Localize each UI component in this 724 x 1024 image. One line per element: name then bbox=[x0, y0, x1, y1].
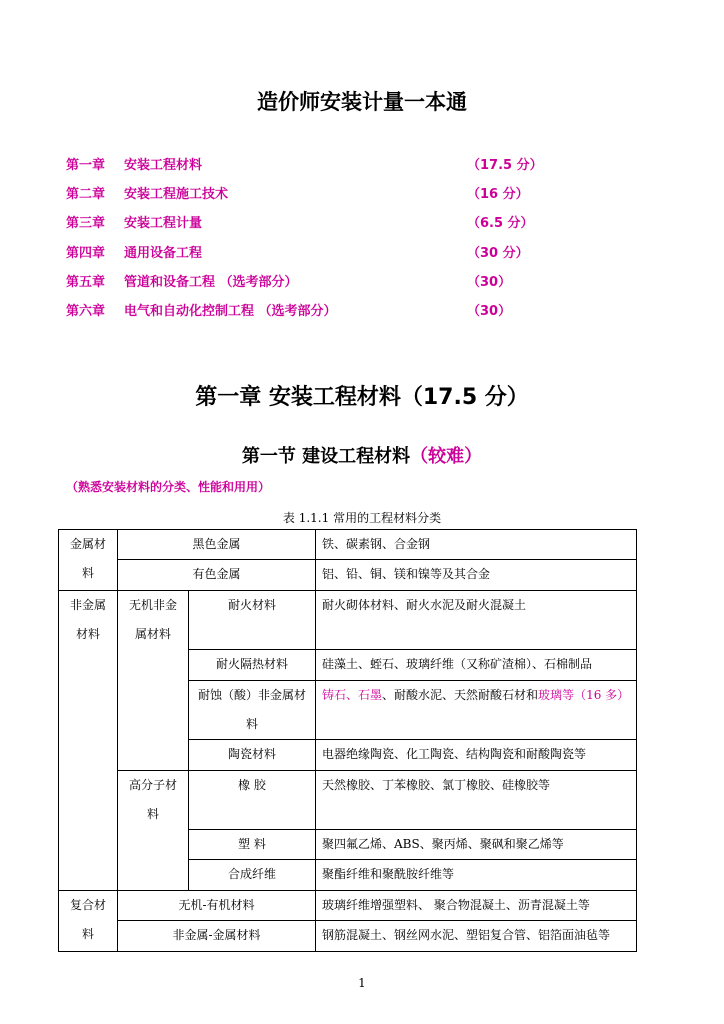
toc-item bbox=[66, 212, 666, 241]
highlighted-examples: 铸石、石墨 bbox=[322, 687, 383, 702]
toc-chapter: 第三章 bbox=[66, 216, 106, 232]
group-cell-continued bbox=[118, 680, 189, 740]
category-cell: 金属材料 bbox=[59, 530, 118, 591]
toc-item bbox=[66, 183, 666, 212]
table-row bbox=[59, 921, 637, 951]
table-row bbox=[59, 890, 637, 920]
page-number: 1 bbox=[358, 976, 366, 990]
toc-name: 电气和自动化控制工程 （选考部分） bbox=[124, 303, 337, 319]
toc-chapter: 第一章 bbox=[66, 158, 106, 173]
type-cell: 陶瓷材料 bbox=[189, 740, 316, 770]
highlighted-note: 等（16 多） bbox=[562, 687, 630, 702]
toc-score: （17.5 分） bbox=[467, 158, 543, 173]
toc-item bbox=[66, 242, 666, 271]
table-row bbox=[59, 530, 637, 560]
table-row bbox=[59, 590, 637, 649]
section-title: 第一节 建设工程材料 bbox=[241, 446, 411, 467]
toc-item bbox=[66, 271, 666, 300]
category-cell: 非金属材料 bbox=[59, 590, 118, 890]
toc-score: （30） bbox=[467, 274, 512, 290]
table-row bbox=[59, 740, 637, 770]
group-cell-continued bbox=[118, 830, 189, 860]
table-of-contents bbox=[66, 154, 666, 329]
type-cell: 合成纤维 bbox=[189, 860, 316, 890]
table-row bbox=[59, 830, 637, 860]
examples-cell: 铁、碳素钢、合金钢 bbox=[316, 530, 637, 560]
subcategory-cell: 有色金属 bbox=[118, 560, 316, 590]
toc-item bbox=[66, 154, 666, 183]
toc-score: （16 分） bbox=[467, 187, 529, 203]
subcategory-cell: 无机-有机材料 bbox=[118, 890, 316, 920]
examples-cell: 钢筋混凝土、钢丝网水泥、塑铝复合管、铝箔面油毡等 bbox=[316, 921, 637, 951]
group-cell: 高分子材料 bbox=[118, 770, 189, 829]
table-row bbox=[59, 680, 637, 740]
category-cell: 复合材料 bbox=[59, 890, 118, 951]
examples-cell: 铝、铅、铜、镁和镍等及其合金 bbox=[316, 560, 637, 590]
table-row bbox=[59, 860, 637, 890]
table-row bbox=[59, 770, 637, 829]
difficulty-label: （较难） bbox=[410, 446, 483, 467]
chapter-heading: 第一章 安装工程材料（17.5 分） bbox=[195, 385, 529, 410]
highlighted-examples: 玻璃 bbox=[538, 687, 563, 702]
type-cell: 塑 料 bbox=[189, 830, 316, 860]
examples-cell: 硅藻土、蛭石、玻璃纤维（又称矿渣棉）、石棉制品 bbox=[316, 650, 637, 680]
type-cell: 耐火材料 bbox=[189, 590, 316, 649]
group-cell: 无机非金属材料 bbox=[118, 590, 189, 649]
group-cell-continued bbox=[118, 860, 189, 890]
type-cell: 耐火隔热材料 bbox=[189, 650, 316, 680]
examples-cell bbox=[316, 680, 637, 740]
toc-name: 安装工程施工技术 bbox=[124, 187, 229, 203]
group-cell-continued bbox=[118, 650, 189, 680]
toc-score: （30 分） bbox=[467, 245, 529, 261]
examples-cell: 天然橡胶、丁苯橡胶、氯丁橡胶、硅橡胶等 bbox=[316, 770, 637, 829]
materials-table bbox=[58, 529, 637, 952]
examples-cell: 聚酯纤维和聚酰胺纤维等 bbox=[316, 860, 637, 890]
examples-cell: 玻璃纤维增强塑料、 聚合物混凝土、沥青混凝土等 bbox=[316, 890, 637, 920]
toc-name: 管道和设备工程 （选考部分） bbox=[124, 274, 298, 290]
toc-chapter: 第二章 bbox=[66, 187, 106, 203]
toc-chapter: 第四章 bbox=[66, 245, 106, 261]
group-cell-continued bbox=[118, 740, 189, 770]
examples-cell: 聚四氟乙烯、ABS、聚丙烯、聚砜和聚乙烯等 bbox=[316, 830, 637, 860]
toc-chapter: 第五章 bbox=[66, 274, 106, 290]
plain-examples: 、耐酸水泥、天然耐酸石材和 bbox=[382, 687, 539, 702]
toc-name: 安装工程计量 bbox=[124, 216, 203, 232]
table-row bbox=[59, 560, 637, 590]
toc-name: 通用设备工程 bbox=[124, 245, 203, 261]
requirement-note: （熟悉安装材料的分类、性能和用用） bbox=[66, 480, 271, 494]
document-title: 造价师安装计量一本通 bbox=[257, 90, 467, 114]
subcategory-cell: 非金属-金属材料 bbox=[118, 921, 316, 951]
toc-item bbox=[66, 300, 666, 329]
type-cell: 耐蚀（酸）非金属材料 bbox=[189, 680, 316, 740]
section-heading bbox=[0, 442, 724, 468]
table-row bbox=[59, 650, 637, 680]
toc-name: 安装工程材料 bbox=[124, 158, 203, 173]
examples-cell: 电器绝缘陶瓷、化工陶瓷、结构陶瓷和耐酸陶瓷等 bbox=[316, 740, 637, 770]
toc-score: （30） bbox=[467, 303, 512, 319]
toc-score: （6.5 分） bbox=[467, 216, 534, 232]
examples-cell: 耐火砌体材料、耐火水泥及耐火混凝土 bbox=[316, 590, 637, 649]
table-caption: 表 1.1.1 常用的工程材料分类 bbox=[282, 511, 442, 525]
type-cell: 橡 胶 bbox=[189, 770, 316, 829]
toc-chapter: 第六章 bbox=[66, 303, 106, 319]
subcategory-cell: 黑色金属 bbox=[118, 530, 316, 560]
